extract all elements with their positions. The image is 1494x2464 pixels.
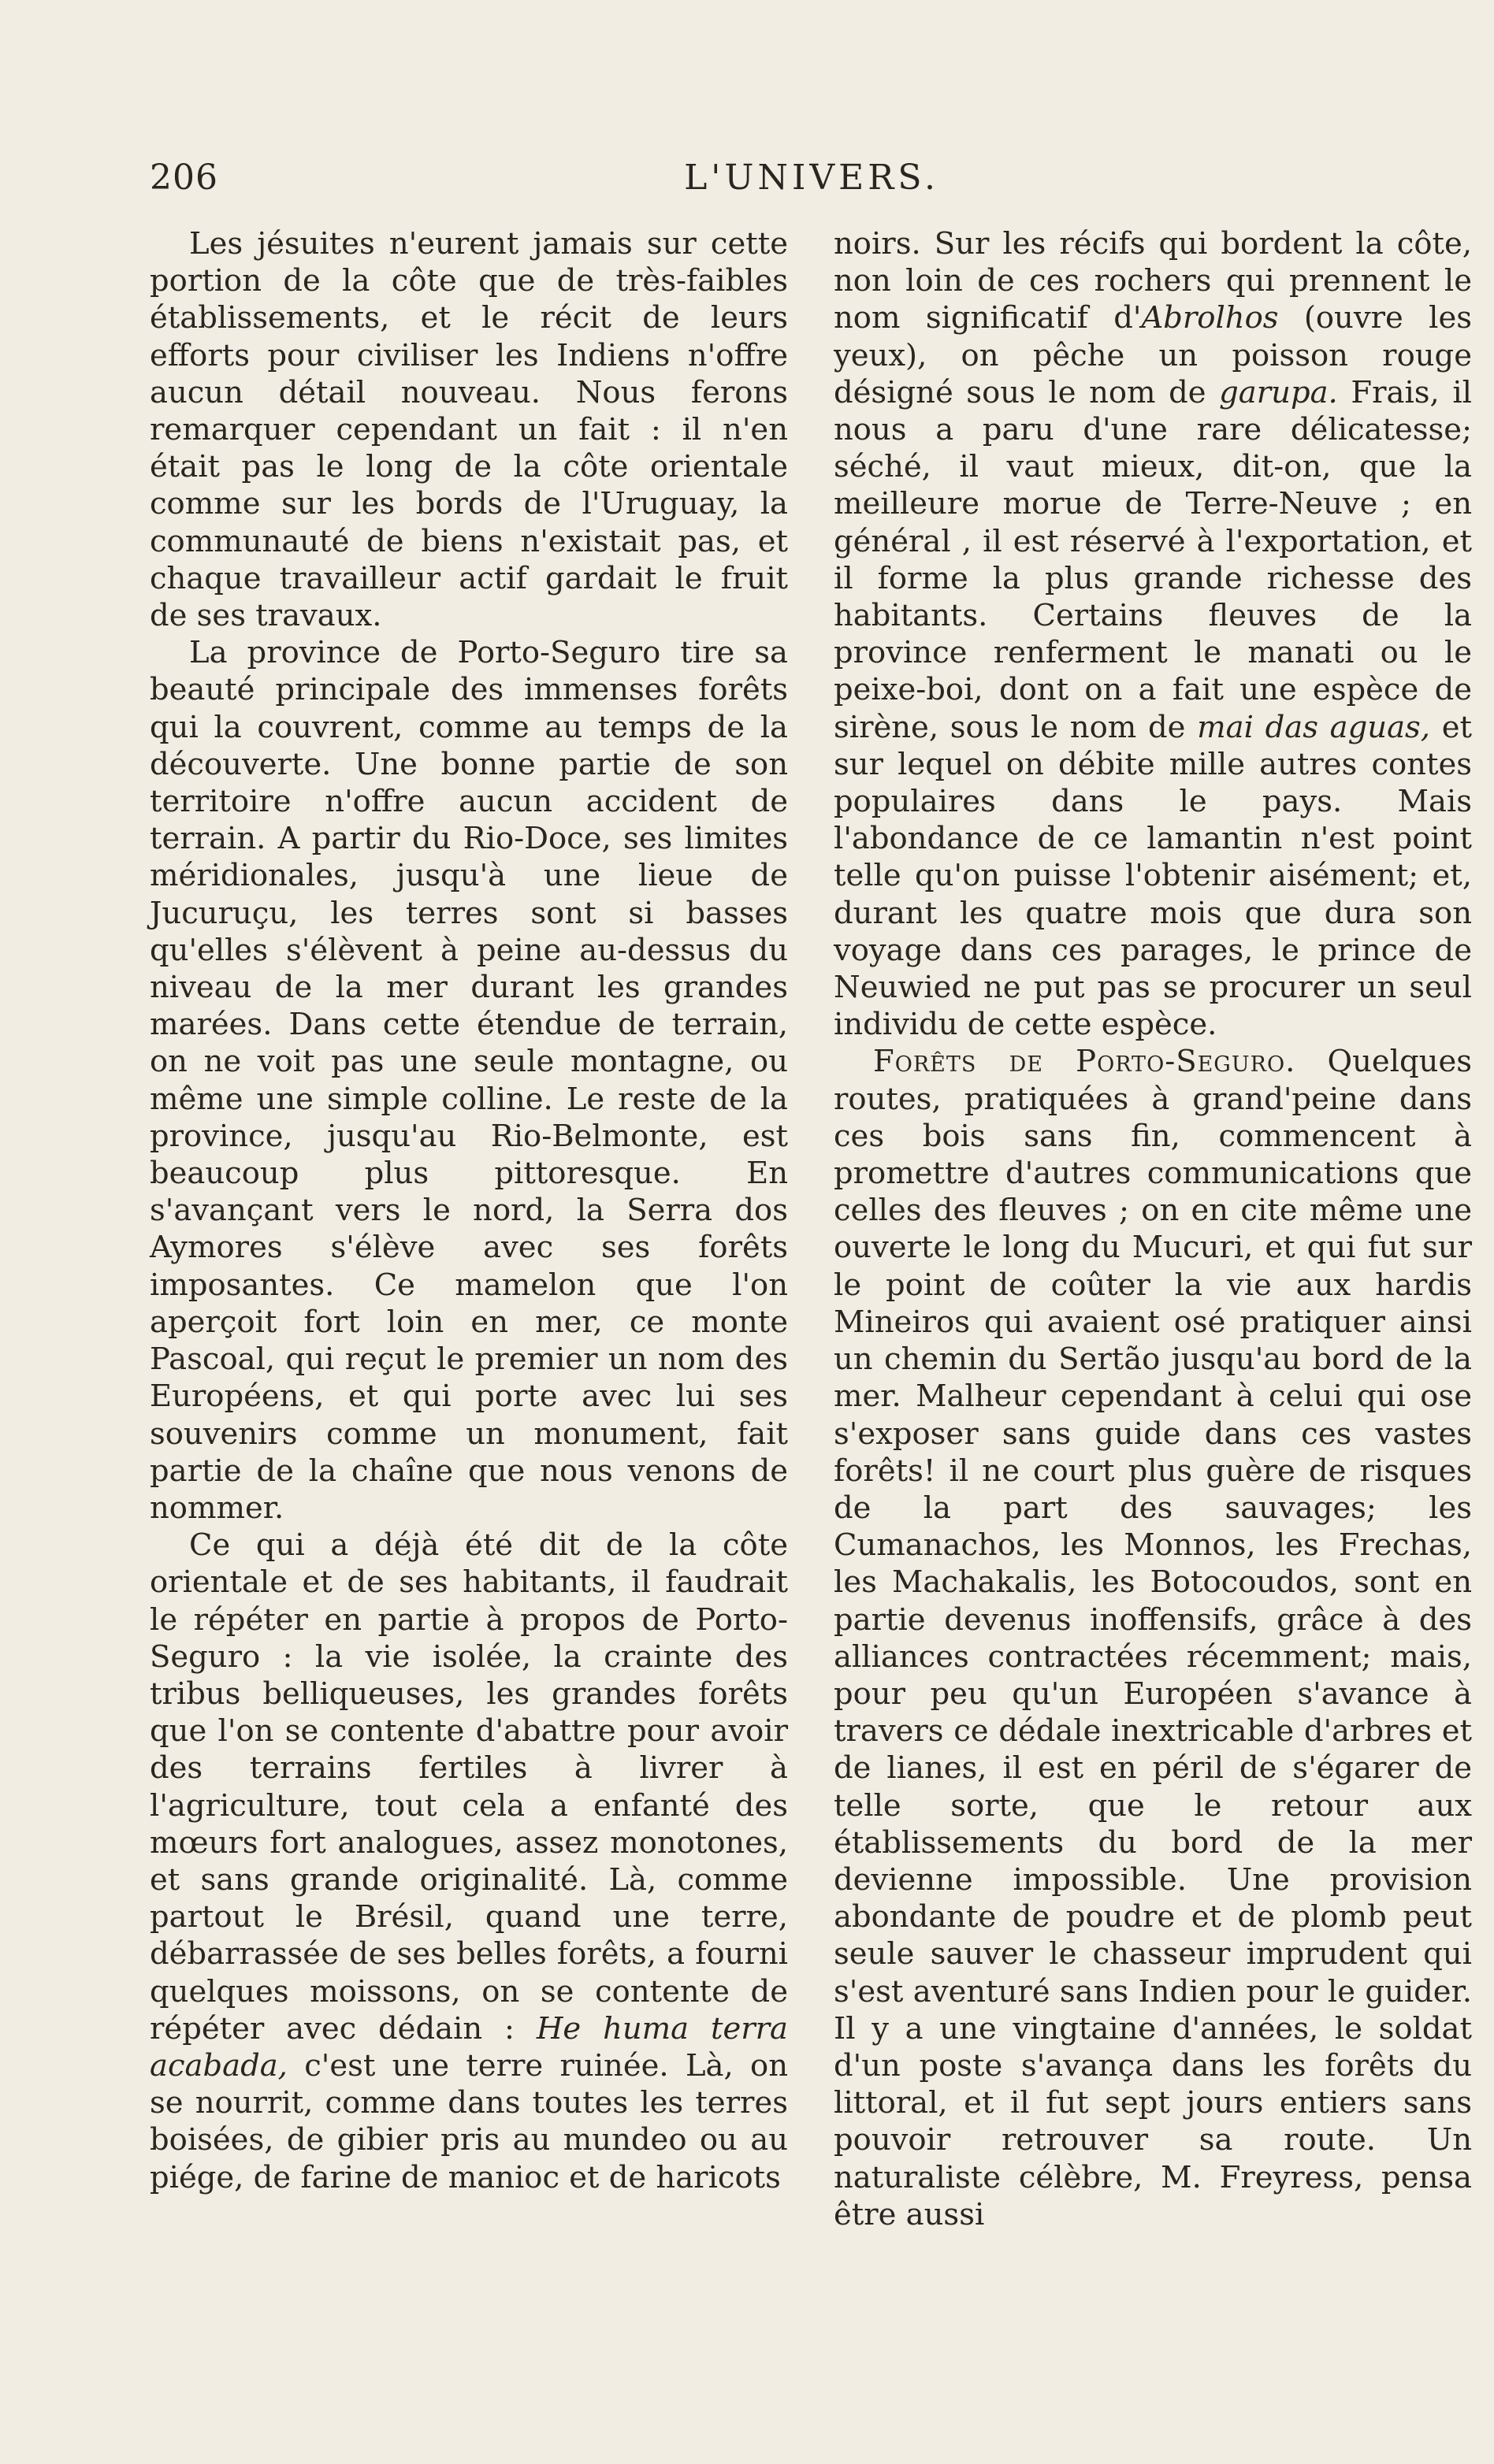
section-heading: Forêts de Porto-Seguro.: [873, 1044, 1296, 1080]
left-column: [150, 225, 788, 2196]
page-number: 206: [150, 158, 218, 198]
page-header: [150, 150, 1474, 213]
paragraph-jesuites: Les jésuites n'eurent jamais sur cette portion de la côte que de très-faibles établissements, et le récit de leurs efforts pour civiliser les Indiens n'offre aucun détail nouveau. Nous ferons remarquer cependant un fait : il n'en était pas le long de la côte orientale comme sur les bords de l'Uruguay, la communauté de biens n'existait pas, et chaque travailleur actif gardait le fruit de ses travaux.: [150, 226, 788, 634]
paragraph-cote-orientale: [150, 1527, 788, 2196]
right-column: [834, 225, 1472, 2233]
running-title: L'UNIVERS.: [684, 158, 939, 198]
paragraph-text: et sur lequel on débite mille autres contes populaires dans le pays. Mais l'abondance de ce lamantin n'est point telle qu'on puisse l'obtenir aisément; et, durant les quatre mois que dura son voyage dans ces parages, le prince de Neuwied ne put pas se procurer un seul individu de cette espèce.: [834, 709, 1472, 1043]
italic-term: Abrolhos: [1141, 300, 1279, 336]
paragraph-text: Frais, il nous a paru d'une rare délicatesse; séché, il vaut mieux, dit-on, que la meilleure morue de Terre-Neuve ; en général , il est réservé à l'exportation, et il forme la plus grande richesse des habitants. Certains fleuves de la province renferment le manati ou le peixe-boi, dont on a fait une espèce de sirène, sous le nom de: [834, 374, 1472, 745]
italic-phrase: He huma terra acabada,: [150, 2010, 788, 2084]
paragraph-recifs: [834, 225, 1472, 1043]
paragraph-porto-seguro: La province de Porto-Seguro tire sa beauté principale des immenses forêts qui la couvrent, comme au temps de la découverte. Une bonne partie de son territoire n'offre aucun accident de terrain. A partir du Rio-Doce, ses limites méridionales, jusqu'à une lieue de Jucuruçu, les terres sont si basses qu'elles s'élèvent à peine au-dessus du niveau de la mer durant les grandes marées. Dans cette étendue de terrain, on ne voit pas une seule montagne, ou même une simple colline. Le reste de la province, jusqu'au Rio-Belmonte, est beaucoup plus pittoresque. En s'avançant vers le nord, la Serra dos Aymores s'élève avec ses forêts imposantes. Ce mamelon que l'on aperçoit fort loin en mer, ce monte Pascoal, qui reçut le premier un nom des Européens, et qui porte avec lui ses souvenirs comme un monument, fait partie de la chaîne que nous venons de nommer.: [150, 635, 788, 1526]
paragraph-text: (ouvre les yeux), on pêche un poisson rouge désigné sous le nom de: [834, 300, 1472, 410]
paragraph-forets: [834, 1043, 1472, 2233]
paragraph-text: noirs. Sur les récifs qui bordent la côte, non loin de ces rochers qui prennent le nom significatif d': [834, 226, 1472, 336]
paragraph-text: Quelques routes, pratiquées à grand'peine dans ces bois sans fin, commencent à promettre d'autres communications que celles des fleuves ; on en cite même une ouverte le long du Mucuri, et qui fut sur le point de coûter la vie aux hardis Mineiros qui avaient osé pratiquer ainsi un chemin du Sertão jusqu'au bord de la mer. Malheur cependant à celui qui ose s'exposer sans guide dans ces vastes forêts! il ne court plus guère de risques de la part des sauvages; les Cumanachos, les Monnos, les Frechas, les Machakalis, les Botocoudos, sont en partie devenus inoffensifs, grâce à des alliances contractées récemment; mais, pour peu qu'un Européen s'avance à travers ce dédale inextricable d'arbres et de lianes, il est en péril de s'égarer de telle sorte, que le retour aux établissements du bord de la mer devienne impossible. Une provision abondante de poudre et de plomb peut seule sauver le chasseur imprudent qui s'est aventuré sans Indien pour le guider. Il y a une vingtaine d'années, le soldat d'un poste s'avança dans les forêts du littoral, et il fut sept jours entiers sans pouvoir retrouver sa route. Un naturaliste célèbre, M. Freyress, pensa être aussi: [834, 1044, 1472, 2232]
paragraph-text: c'est une terre ruinée. Là, on se nourrit, comme dans toutes les terres boisées, de gibier pris au mundeo ou au piége, de farine de manioc et de haricots: [150, 2047, 788, 2195]
italic-term: garupa.: [1219, 374, 1338, 410]
italic-term: mai das aguas,: [1197, 709, 1431, 745]
paragraph-text: Ce qui a déjà été dit de la côte orientale et de ses habitants, il faudrait le répéter en partie à propos de Porto-Seguro : la vie isolée, la crainte des tribus belliqueuses, les grandes forêts que l'on se contente d'abattre pour avoir des terrains fertiles à livrer à l'agriculture, tout cela a enfanté des mœurs fort analogues, assez monotones, et sans grande originalité. Là, comme partout le Brésil, quand une terre, débarrassée de ses belles forêts, a fourni quelques moissons, on se contente de répéter avec dédain :: [150, 1527, 788, 2047]
